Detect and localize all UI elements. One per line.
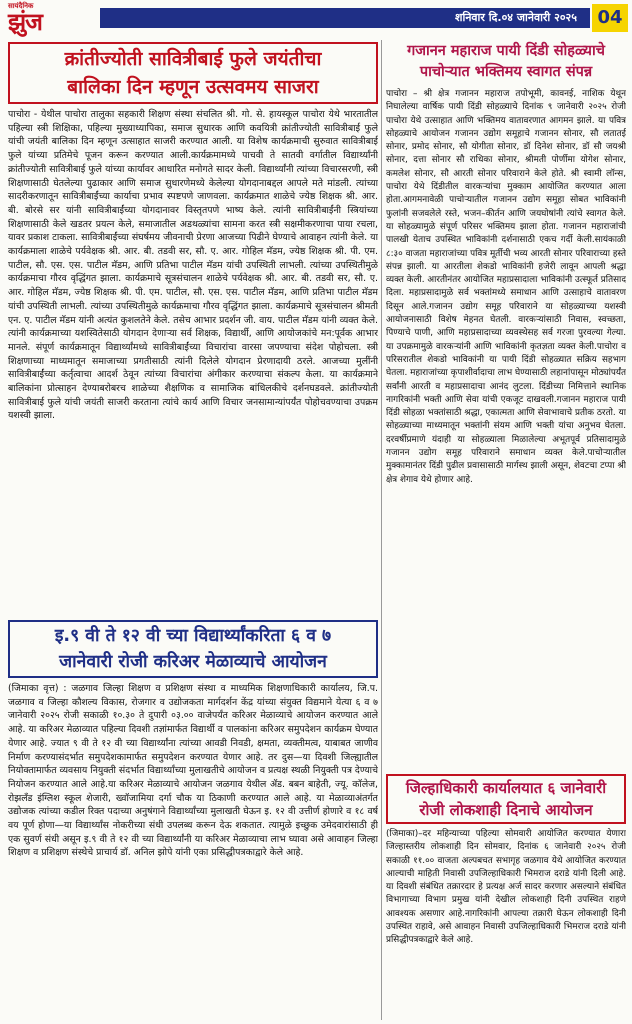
logo-name: झुंज: [8, 8, 42, 36]
article-gajanan-dindi-headline: [386, 40, 626, 84]
article-savitribai-body: पाचोरा - येथील पाचोरा तालुका सहकारी शिक्षण संस्था संचलित श्री. गो. से. हायस्कूल पाचोरा येथे भारतातील पहिल्या स्त्री शिक्षिका, पहिल्या मुख्याध्यापिका, समाज सुधारक आणि कवयित्री क्रांतीज्योती सावित्रीबाई फुले यांची जयंती बालिका दिन म्हणून उत्साहात साजरी करण्यात आली. या विशेष कार्यक्रमाची सुरुवात सावित्रीबाई फुले यांच्या प्रतिमेचे पूजन करून करण्यात आली.कार्यक्रमामध्ये पाचवी ते सातवी वर्गातील विद्यार्थ्यांनी क्रांतीज्योती सावित्रीबाई फुले यांच्या कार्यावर आधारित मनोगते सादर केली. विद्यार्थ्यांनी त्यांच्या विचारसरणी, स्त्री शिक्षणासाठी घेतलेल्या पुढाकार आणि समाज सुधारणेमध्ये केलेल्या योगदानाबद्दल आपले मते मांडली. त्यांच्या सादरीकरणातून सावित्रीबाईंच्या कार्याचा प्रभाव स्पष्टपणे जाणवला. कार्यक्रमात शाळेचे ज्येष्ठ शिक्षक श्री. आर. बी. बोरसे सर यांनी सावित्रीबाईंच्या योगदानावर विस्तृतपणे भाष्य केले. त्यांनी सावित्रीबाईंनी स्त्रियांच्या शिक्षणासाठी केले खडतर प्रयत्न केले, समाजातील अडथळ्यांचा सामना करत स्त्री सक्षमीकरणाचा पाया रचला, यावर प्रकाश टाकला. सावित्रीबाईंच्या संघर्षमय जीवनाची प्रेरणा आजच्या पिढीने घेण्याचे आवाहन त्यांनी केले. या कार्यक्रमाला शाळेचे पर्यवेक्षक श्री. आर. बी. तडवी सर, सौ. ए. आर. गोहिल मॅडम, ज्येष्ठ शिक्षक श्री. पी. एम. पाटील, सौ. एस. एस. पाटील मॅडम, आणि प्रतिभा पाटील मॅडम यांची उपस्थिती लाभली. त्यांच्या उपस्थितीमुळे कार्यक्रमाचा गौरव वृद्धिंगत झाला. कार्यक्रमाचे सूत्रसंचालन शाळेचे पर्यवेक्षक श्री. आर. बी. तडवी सर, सौ. ए. आर. गोहिल मॅडम, ज्येष्ठ शिक्षक श्री. पी. एम. पाटील, सौ. एस. एस. पाटील मॅडम, आणि प्रतिभा पाटील मॅडम यांची उपस्थिती लाभली. त्यांच्या उपस्थितीमुळे कार्यक्रमाचा गौरव वृद्धिंगत झाला. कार्यक्रमाचे सूत्रसंचालन श्रीमती एन. ए. पाटील मॅडम यांनी अत्यंत कुशलतेने केले. तसेच आभार प्रदर्शन जी. वाय. पाटील मॅडम यांनी व्यक्त केले. त्यांनी कार्यक्रमाच्या यशस्वितेसाठी योगदान देणाऱ्या सर्व शिक्षक, विद्यार्थी, आणि आयोजकांचे मन:पूर्वक आभार मानले. संपूर्ण कार्यक्रमातून विद्यार्थ्यांमध्ये सावित्रीबाईंच्या विचारांचा वारसा जपण्याचा संदेश पोहोचला. स्त्री शिक्षणाच्या माध्यमातून समाजाच्या प्रगतीसाठी त्यांनी दिलेले योगदान प्रेरणादायी ठरले. आजच्या मुलींनी सावित्रीबाईंच्या कर्तृत्वाचा आदर्श ठेवून त्यांच्या विचारांचा अंगीकार करण्याचा संकल्प केला. या कार्यक्रमाने बालिकांना प्रोत्साहन देण्याबरोबरच शाळेच्या शैक्षणिक व सामाजिक बांधिलकीचे दर्शनघडवले. क्रांतीज्योती सावित्रीबाई फुले यांची जयंती साजरी करताना त्यांचे कार्य आणि विचार जनसामान्यांपर्यंत पोहोचवण्याचा उपक्रम यशस्वी झाला.: [8, 109, 378, 422]
article-career-fair: [8, 620, 378, 1020]
issue-date: शनिवार दि.०४ जानेवारी २०२५: [442, 8, 590, 28]
article-gajanan-dindi: [386, 40, 626, 770]
logo-tagline: सायंदैनिक: [8, 2, 34, 10]
article-career-fair-body: (जिमाका वृत्त) : जळगाव जिल्हा शिक्षण व प्रशिक्षण संस्था व माध्यमिक शिक्षणाधिकारी कार्यालय, जि.प. जळगाव व जिल्हा कौशल्य विकास, रोजगार व उद्योजकता मार्गदर्शन केंद्र यांच्या संयुक्त विद्यमाने येत्या ६ व ७ जानेवारी २०२५ रोजी सकाळी १०.३० ते दुपारी ०३.०० वाजेपर्यंत करिअर मेळाव्याचे आयोजन करण्यात आले आहे. या करिअर मेळाव्यात पहिल्या दिवशी तज्ञांमार्फत विद्यार्थी व पालकांना करिअर समुपदेशन कार्यक्रम घेण्यात येणार आहे. ज्यात ९ वी ते १२ वी च्या विद्यार्थ्यांना त्यांच्या आवडी निवडी, क्षमता, व्यक्तीमत्व, याबाबत जाणीव निर्माण करण्यासंदर्भात समुपदेशकामार्फत समुपदेशन करण्यात येणार आहे. तर दुस—या दिवशी जिल्ह्यातील नियोक्तामार्फत व्यवसाय नियुक्ती संदर्भात विद्यार्थ्यांच्या मुलाखतीचे आयोजन व प्रत्यक्ष स्थळी नियुक्ती पत्र देण्याचे नियोजन करण्यात आले आहे.या करिअर मेळाव्याचे आयोजन जळगाव येथील ॲड. बबन बाहेती, ज्यू. कॉलेज, रोझलँड इंग्लिश स्कूल शेजारी, ख्वॉजामिया दर्गा चौक या ठिकाणी करण्यात आले आहे. या मेळाव्याअंतर्गत उद्योजक त्यांच्या कडील रिक्त पदाच्या अनुषंगाने विद्यार्थ्यांच्या मुलाखती घेऊन इ. १२ वी उत्तीर्ण होणारे व १८ वर्ष वय पूर्ण होणा—या विद्यार्थ्यांस नोकरीच्या संधी उपलब्ध करून देऊ शकतात. त्यामुळे इच्छुक उमेदवारांसाठी ही एक सुवर्ण संधी असून इ.९ वी ते १२ वी च्या विद्यार्थ्यांनी या करिअर मेळाव्याचा लाभ घ्यावा असे आवाहन जिल्हा शिक्षण व प्रशिक्षण संस्थेचे प्राचार्य डॉ. अनिल झोपे यांनी एका प्रसिद्धीपत्रकाद्वारे केले आहे.: [8, 683, 378, 859]
article-lokshahi-din-headline: [386, 774, 626, 824]
article-career-fair-headline-line1: इ.९ वी ते १२ वी च्या विद्यार्थ्यांकरिता ६ व ७: [54, 626, 332, 646]
article-career-fair-headline: [8, 620, 378, 678]
article-savitribai: [8, 42, 378, 616]
article-lokshahi-din-body: (जिमाका)–दर महिन्याच्या पहिल्या सोमवारी आयोजित करण्यात येणारा जिल्हास्तरीय लोकशाही दिन सोमवार, दिनांक ६ जानेवारी २०२५ रोजी सकाळी ११.०० वाजता अल्पबचत सभागृह जळगाव येथे आयोजित करण्यात आल्याची माहिती निवासी उपजिल्हाधिकारी भिमराज दराडे यांनी दिली आहे. या दिवशी संबंधित तक्रारदार हे प्रत्यक्ष अर्ज सादर करणार असल्याने संबंधित विभागाच्या विभाग प्रमुख यांनी देखील लोकशाही दिनी उपस्थित राहणे आवश्यक असणार आहे.नागरिकांनी आपल्या तक्रारी घेऊन लोकशाही दिनी उपस्थित राहावे, असे आवाहन निवासी उपजिल्हाधिकारी भिमराज दराडे यांनी प्रसिद्धीपत्रकाद्वारे केले आहे.: [386, 829, 626, 946]
masthead: [0, 0, 632, 38]
article-savitribai-headline-line2: बालिका दिन म्हणून उत्सवमय साजरा: [67, 76, 319, 98]
column-divider: [381, 40, 382, 1020]
page-number: 04: [592, 4, 628, 32]
newspaper-logo: [4, 2, 96, 36]
article-gajanan-dindi-headline-line2: पाचोऱ्यात भक्तिमय स्वागत संपन्न: [419, 64, 593, 80]
article-savitribai-headline-line1: क्रांतीज्योती सावित्रीबाई फुले जयंतीचा: [64, 48, 322, 70]
article-career-fair-headline-line2: जानेवारी रोजी करिअर मेळाव्याचे आयोजन: [59, 652, 327, 672]
article-lokshahi-din-headline-line2: रोजी लोकशाही दिनाचे आयोजन: [419, 801, 593, 819]
article-savitribai-headline: [8, 42, 378, 104]
article-gajanan-dindi-body: पाचोरा – श्री क्षेत्र गजानन महाराज तपोभूमी, कावनई, नाशिक येथून निघालेल्या वार्षिक पायी दिंडी सोहळ्याचे दिनांक ९ जानेवारी २०२५ रोजी पाचोरा येथे उत्साहात आणि भक्तिमय वातावरणात आगमन झाले. या पवित्र सोहळ्याचे आयोजन गजानन उद्योग समूहाचे गजानन सोनार, सौ लतातई सोनार, प्रमोद सोनार, सौ योगीता सोनार, डॉ दिनेश सोनार, डॉ सौ जयश्री सोनार, दत्ता सोनार सौ राधिका सोनार, श्रीमती पोर्णीमा योगेश सोनार, कमलेश सोनार, सौ आरती सोनार परिवाराने केले होते. श्री स्वामी लॉन्स, पाचोरा येथे दिंडीतील वारकऱ्यांचा मुक्काम आयोजित करण्यात आला होता.आगमनावेळी पाचोऱ्यातील गजानन उद्योग समूहा सोबत भाविकांनी फुलांनी सजवलेले रस्ते, भजन–कीर्तन आणि जयघोषांनी त्यांचे स्वागत केले. या सोहळ्यामुळे संपूर्ण परिसर भक्तिमय झाला होता. गजानन महाराजांची पालखी येताच उपस्थित भाविकांनी दर्शनासाठी एकच गर्दी केली.सायंकाळी ८:३० वाजता महाराजांच्या पवित्र मूर्तीची भव्य आरती सोनार परिवाराच्या हस्ते संपन्न झाली. या आरतीला शेकडो भाविकांनी हजेरी लावून आपली श्रद्धा व्यक्त केली. आरतीनंतर आयोजित महाप्रसादाला भाविकांनी उत्स्फूर्त प्रतिसाद दिला. महाप्रसादामुळे सर्व भक्तांमध्ये समाधान आणि उत्साहाचे वातावरण दिसून आले.गजानन उद्योग समूह परिवाराने या सोहळ्याच्या यशस्वी आयोजनासाठी विशेष मेहनत घेतली. वारकऱ्यांसाठी निवास, स्वच्छता, पिण्याचे पाणी, आणि महाप्रसादाच्या व्यवस्थेसह सर्व गरजा पुरवल्या गेल्या. या उपक्रमामुळे वारकऱ्यांनी आणि भाविकांनी कृतज्ञता व्यक्त केली.पाचोरा व परिसरातील शेकडो भाविकांनी या पायी दिंडी सोहळ्यात सक्रिय सहभाग घेतला. महाराजांच्या कृपाशीर्वादाचा लाभ घेण्यासाठी लहानांपासून मोठ्यांपर्यंत सर्वांनी आरती व महाप्रसादाचा आनंद लुटला. दिंडीच्या निमित्ताने स्थानिक नागरिकांनी भक्ती आणि सेवा यांची एकजूट दाखवली.गजानन महाराज पायी दिंडी सोहळा भक्तांसाठी श्रद्धा, एकात्मता आणि सेवाभावाचे प्रतीक ठरतो. या सोहळ्याच्या माध्यमातून भक्तांनी संयम आणि भक्ती यांचा अनुभव घेतला. दरवर्षीप्रमाणे यंदाही या सोहळ्याला मिळालेल्या अभूतपूर्व प्रतिसादामुळे गजानन उद्योग समूह परिवाराने समाधान व्यक्त केले.पाचोऱ्यातील मुक्कामानंतर दिंडी पुढील प्रवासासाठी मार्गस्थ झाली असून, शेवटचा टप्पा श्री क्षेत्र शेगाव येथे होणार आहे.: [386, 89, 626, 485]
article-lokshahi-din: [386, 774, 626, 1020]
article-lokshahi-din-headline-line1: जिल्हाधिकारी कार्यालयात ६ जानेवारी: [405, 779, 607, 797]
article-gajanan-dindi-headline-line1: गजानन महाराज पायी दिंडी सोहळ्याचे: [407, 43, 605, 59]
